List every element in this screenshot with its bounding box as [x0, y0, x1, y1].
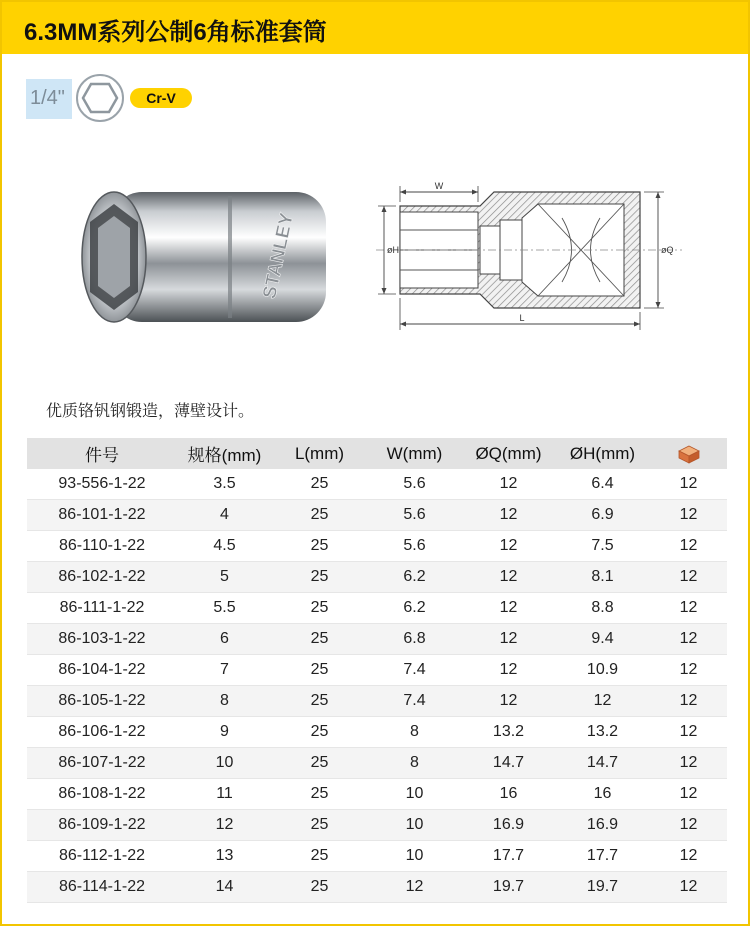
cell-part-number: 86-106-1-22 [27, 717, 177, 748]
cell-part-number: 86-103-1-22 [27, 624, 177, 655]
cell-length: 25 [272, 717, 367, 748]
cell-length: 25 [272, 686, 367, 717]
l-dimension-label: L [519, 313, 525, 323]
table-row [27, 779, 727, 810]
cell-pack-qty: 12 [650, 779, 727, 810]
cell-length: 25 [272, 841, 367, 872]
cell-width: 5.6 [367, 469, 462, 500]
cell-size: 6 [177, 624, 272, 655]
cell-head-diameter: 10.9 [555, 655, 650, 686]
cell-outer-diameter: 12 [462, 562, 555, 593]
cell-pack-qty: 12 [650, 872, 727, 903]
cell-head-diameter: 12 [555, 686, 650, 717]
cell-outer-diameter: 12 [462, 500, 555, 531]
package-box-icon [677, 444, 701, 464]
table-row [27, 717, 727, 748]
cell-head-diameter: 8.1 [555, 562, 650, 593]
cell-head-diameter: 17.7 [555, 841, 650, 872]
cell-size: 4 [177, 500, 272, 531]
cell-outer-diameter: 17.7 [462, 841, 555, 872]
cell-size: 5.5 [177, 593, 272, 624]
cell-size: 14 [177, 872, 272, 903]
cell-outer-diameter: 12 [462, 469, 555, 500]
cell-part-number: 86-101-1-22 [27, 500, 177, 531]
header-width: W(mm) [367, 438, 462, 469]
table-row [27, 810, 727, 841]
dimension-diagram [372, 178, 692, 353]
title-bar [2, 2, 748, 54]
cell-size: 10 [177, 748, 272, 779]
cell-head-diameter: 6.9 [555, 500, 650, 531]
table-row [27, 748, 727, 779]
cell-part-number: 86-102-1-22 [27, 562, 177, 593]
cell-length: 25 [272, 748, 367, 779]
cell-outer-diameter: 12 [462, 531, 555, 562]
cell-size: 8 [177, 686, 272, 717]
cell-width: 12 [367, 872, 462, 903]
cell-part-number: 86-109-1-22 [27, 810, 177, 841]
cell-length: 25 [272, 531, 367, 562]
cell-part-number: 86-104-1-22 [27, 655, 177, 686]
cell-head-diameter: 6.4 [555, 469, 650, 500]
drive-size-label: 1/4" [30, 87, 65, 109]
cell-width: 6.8 [367, 624, 462, 655]
cell-length: 25 [272, 655, 367, 686]
cell-width: 8 [367, 748, 462, 779]
cell-width: 6.2 [367, 562, 462, 593]
cell-size: 4.5 [177, 531, 272, 562]
cell-length: 25 [272, 624, 367, 655]
drive-size-badge [26, 79, 72, 119]
cell-size: 12 [177, 810, 272, 841]
cell-pack-qty: 12 [650, 748, 727, 779]
cell-part-number: 86-114-1-22 [27, 872, 177, 903]
header-package [650, 438, 727, 469]
table-header-row [27, 438, 727, 469]
cell-part-number: 93-556-1-22 [27, 469, 177, 500]
header-head-dia: ØH(mm) [555, 438, 650, 469]
cell-part-number: 86-107-1-22 [27, 748, 177, 779]
cell-size: 9 [177, 717, 272, 748]
header-size: 规格(mm) [177, 438, 272, 469]
cell-width: 5.6 [367, 531, 462, 562]
cell-length: 25 [272, 469, 367, 500]
table-row [27, 872, 727, 903]
cell-size: 3.5 [177, 469, 272, 500]
cell-length: 25 [272, 562, 367, 593]
cell-length: 25 [272, 779, 367, 810]
cell-part-number: 86-105-1-22 [27, 686, 177, 717]
cell-head-diameter: 14.7 [555, 748, 650, 779]
cell-length: 25 [272, 872, 367, 903]
cell-outer-diameter: 12 [462, 624, 555, 655]
cell-part-number: 86-110-1-22 [27, 531, 177, 562]
hexagon-icon [76, 74, 124, 122]
cell-outer-diameter: 14.7 [462, 748, 555, 779]
spec-table-body [27, 469, 727, 903]
cell-outer-diameter: 13.2 [462, 717, 555, 748]
cell-outer-diameter: 16 [462, 779, 555, 810]
table-row [27, 531, 727, 562]
cell-width: 7.4 [367, 655, 462, 686]
cell-pack-qty: 12 [650, 531, 727, 562]
cell-outer-diameter: 12 [462, 593, 555, 624]
cell-pack-qty: 12 [650, 717, 727, 748]
table-row [27, 562, 727, 593]
cell-length: 25 [272, 593, 367, 624]
cell-head-diameter: 16 [555, 779, 650, 810]
material-badge: Cr-V [130, 88, 192, 108]
table-row [27, 655, 727, 686]
cell-pack-qty: 12 [650, 469, 727, 500]
cell-length: 25 [272, 810, 367, 841]
cell-pack-qty: 12 [650, 624, 727, 655]
cell-size: 11 [177, 779, 272, 810]
cell-outer-diameter: 16.9 [462, 810, 555, 841]
cell-pack-qty: 12 [650, 810, 727, 841]
cell-width: 8 [367, 717, 462, 748]
table-row [27, 593, 727, 624]
table-row [27, 500, 727, 531]
cell-pack-qty: 12 [650, 686, 727, 717]
table-row [27, 469, 727, 500]
cell-part-number: 86-108-1-22 [27, 779, 177, 810]
product-description: 优质铬钒钢锻造，薄壁设计。 [46, 403, 255, 420]
cell-pack-qty: 12 [650, 562, 727, 593]
cell-head-diameter: 9.4 [555, 624, 650, 655]
cell-outer-diameter: 19.7 [462, 872, 555, 903]
cell-outer-diameter: 12 [462, 686, 555, 717]
cell-part-number: 86-112-1-22 [27, 841, 177, 872]
header-length: L(mm) [272, 438, 367, 469]
cell-head-diameter: 19.7 [555, 872, 650, 903]
cell-pack-qty: 12 [650, 593, 727, 624]
cell-size: 13 [177, 841, 272, 872]
cell-width: 6.2 [367, 593, 462, 624]
cell-outer-diameter: 12 [462, 655, 555, 686]
cell-width: 10 [367, 779, 462, 810]
q-dimension-label: øQ [661, 245, 674, 255]
cell-size: 7 [177, 655, 272, 686]
table-row [27, 841, 727, 872]
table-row [27, 686, 727, 717]
cell-head-diameter: 7.5 [555, 531, 650, 562]
cell-width: 10 [367, 841, 462, 872]
h-dimension-label: øH [387, 245, 399, 255]
cell-pack-qty: 12 [650, 841, 727, 872]
cell-size: 5 [177, 562, 272, 593]
spec-table [27, 438, 727, 903]
cell-pack-qty: 12 [650, 500, 727, 531]
cell-width: 10 [367, 810, 462, 841]
cell-width: 7.4 [367, 686, 462, 717]
brand-text: STANLEY [259, 210, 298, 301]
cell-length: 25 [272, 500, 367, 531]
page-title: 6.3MM系列公制6角标准套筒 [24, 19, 327, 46]
table-row [27, 624, 727, 655]
cell-part-number: 86-111-1-22 [27, 593, 177, 624]
header-part-no: 件号 [27, 438, 177, 469]
cell-width: 5.6 [367, 500, 462, 531]
header-outer-dia: ØQ(mm) [462, 438, 555, 469]
cell-head-diameter: 8.8 [555, 593, 650, 624]
cell-pack-qty: 12 [650, 655, 727, 686]
cell-head-diameter: 16.9 [555, 810, 650, 841]
w-dimension-label: W [434, 181, 444, 191]
cell-head-diameter: 13.2 [555, 717, 650, 748]
socket-product-photo [76, 182, 336, 337]
